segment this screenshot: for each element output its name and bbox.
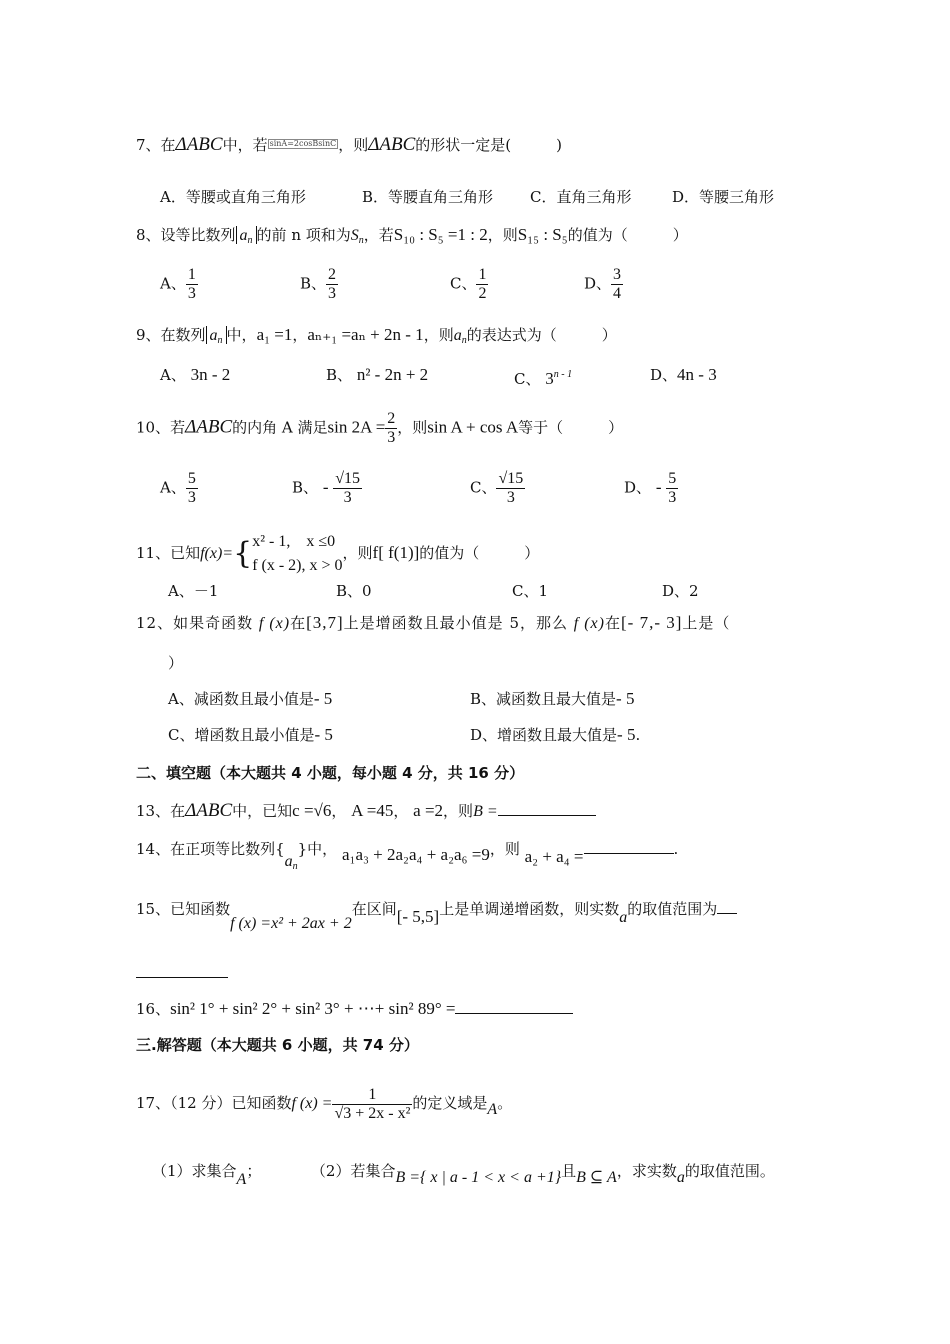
q10-option-d [624, 470, 678, 507]
option-label: A、 [160, 366, 186, 384]
denominator: 3 [187, 285, 196, 302]
minus-sign: - [655, 477, 662, 497]
function-definition: f (x) =x² + 2ax + 2 [230, 915, 352, 932]
option-text: B、0 [336, 582, 372, 600]
q10-text: 的内角 A 满足 [232, 418, 328, 437]
q12-continuation [168, 652, 183, 674]
given-angle-a: A =45 [351, 801, 394, 820]
option-text: D、增函数且最大值是 [470, 726, 618, 744]
option-value: 3n - 2 [190, 365, 231, 384]
option-value: - 5 [314, 725, 333, 744]
a-n: a [284, 853, 293, 870]
fraction [496, 470, 525, 507]
option-label: D、 [624, 478, 652, 497]
q7-option-c [530, 186, 631, 208]
q13-text: 13、在 [136, 802, 186, 820]
comma: ， [331, 802, 347, 820]
function-f: f(x)= [200, 545, 234, 562]
fraction [385, 410, 397, 447]
q12-option-b [470, 688, 634, 710]
q11-option-a [168, 580, 218, 602]
option-text: D．等腰三角形 [672, 188, 775, 206]
question-16 [136, 998, 573, 1020]
q11-option-d [662, 580, 699, 602]
option-text: D、2 [662, 582, 699, 600]
subscript: n [461, 335, 467, 346]
q9-text: 9、在数列 [136, 326, 206, 344]
variable-a: a [619, 909, 628, 926]
part-2-text: （2）若集合 [310, 1162, 396, 1180]
q8-text: 的值为（ ） [567, 226, 688, 244]
subset-condition: B ⊆ A [576, 1169, 617, 1186]
q8-text: ，若 [363, 226, 394, 244]
q15-text: 15、已知函数 [136, 900, 231, 918]
set-a: A [487, 1101, 498, 1118]
q10-text: 10、若 [136, 418, 186, 437]
option-base: 3 [545, 369, 554, 388]
comma: ， [393, 802, 409, 820]
q8-option-b [300, 266, 338, 303]
q10-text: 等于（ ） [518, 418, 624, 437]
q9-text: 中， [226, 326, 257, 344]
q14-text: }中， [297, 840, 338, 858]
q7-question-tail: 的形状一定是( ) [415, 136, 562, 154]
q8-text: ，则 [487, 226, 518, 244]
question-11 [136, 530, 539, 578]
condition-formula-image: sinA=2cosBsinC [269, 139, 337, 148]
ask-b: B = [473, 803, 498, 820]
numerator: √15 [335, 470, 361, 487]
piecewise-cases [252, 530, 342, 578]
option-text: A．等腰或直角三角形 [160, 188, 306, 206]
subscript: n [217, 335, 223, 346]
q8-text: 的前 n 项和为 [256, 226, 351, 244]
option-label: B、 [300, 274, 327, 293]
function-f: f (x) = [291, 1095, 333, 1112]
numerator: 5 [668, 470, 677, 487]
denominator: √3 + 2x - x² [334, 1105, 411, 1122]
denominator: 3 [187, 489, 196, 506]
close-paren: ） [168, 654, 184, 672]
q7-option-a [160, 186, 306, 208]
option-value: - 5 [616, 689, 635, 708]
ratio-ask: S₁₅ : S₅ [517, 225, 568, 244]
function-f: f (x) [573, 615, 605, 632]
ask-expression: a₂ + a₄ = [524, 847, 584, 866]
option-label: D、 [584, 274, 612, 293]
option-text: B、减函数且最大值是 [470, 690, 617, 708]
q12-text: 在 [604, 614, 621, 632]
option-label: D、 [650, 366, 678, 384]
q13-text: 中，已知 [232, 802, 293, 820]
fraction [186, 470, 198, 507]
q8-option-a [160, 266, 198, 303]
denominator: 2 [478, 285, 487, 302]
interval: [- 5,5] [396, 907, 440, 926]
fraction [186, 266, 198, 303]
a-n: a [453, 327, 462, 344]
exponent: n - 1 [553, 369, 573, 380]
q15-continuation-blank [136, 962, 228, 984]
numerator: 1 [478, 266, 487, 283]
part-2-text: 且 [561, 1162, 577, 1180]
q10-option-c [470, 470, 525, 507]
triangle-abc: ΔABC [368, 134, 416, 155]
question-8 [136, 224, 688, 252]
option-label: A、 [160, 478, 186, 497]
triangle-abc: ΔABC [185, 416, 233, 438]
option-label: C、 [450, 274, 477, 293]
triangle-abc: ΔABC [185, 800, 233, 821]
q15-text: 上是单调递增函数，则实数 [439, 900, 620, 918]
denominator: 3 [668, 489, 677, 506]
q8-option-c [450, 266, 488, 303]
q10-option-b [292, 470, 362, 507]
q10-option-a [160, 470, 198, 507]
denominator: 3 [387, 429, 396, 446]
q12-text: 12、如果奇函数 [136, 614, 254, 632]
option-text: A、－1 [168, 582, 219, 600]
given-c: c =√6 [292, 801, 332, 820]
section-3-heading: 三.解答题（本大题共 6 小题，共 74 分） [136, 1036, 419, 1054]
option-value: 4n - 3 [677, 365, 717, 384]
q17-parts [152, 1160, 775, 1191]
q9-option-b [326, 364, 428, 386]
option-text: C．直角三角形 [530, 188, 632, 206]
left-brace: { [275, 840, 285, 858]
answer-blank[interactable] [455, 999, 573, 1014]
q11-text: 的值为（ ） [419, 544, 540, 562]
ratio-condition: S₁₀ : S₅ =1 : 2 [393, 225, 488, 244]
period: . [673, 840, 679, 858]
subscript: n [358, 235, 364, 246]
q7-option-d [672, 186, 774, 208]
denominator: 3 [333, 488, 362, 507]
q12-option-c [168, 724, 333, 746]
numerator: 3 [613, 266, 622, 283]
numerator: 2 [328, 266, 337, 283]
equation-left: sin 2A = [327, 417, 386, 437]
q9-text: ，则 [423, 326, 454, 344]
q9-text: 的表达式为（ ） [466, 326, 617, 344]
semicolon: ； [246, 1162, 262, 1180]
q7-option-b [362, 186, 493, 208]
case-2: f (x - 2), x > 0 [252, 557, 343, 574]
variable-a: a [676, 1169, 685, 1186]
s-n: S [350, 227, 359, 244]
condition-equation: a₁a₃ + 2a₂a₄ + a₂a₆ =9 [341, 845, 490, 864]
q14-text: ，则 [489, 840, 520, 858]
q13-text: ，则 [443, 802, 474, 820]
left-brace: { [233, 536, 253, 571]
denominator: 3 [496, 488, 525, 507]
q10-text: ，则 [397, 418, 428, 437]
question-17 [136, 1086, 512, 1123]
question-15 [136, 898, 737, 935]
question-7 [136, 134, 562, 156]
numerator: 1 [368, 1086, 377, 1103]
q12-option-a [168, 688, 332, 710]
expression: sin A + cos A [427, 417, 519, 437]
fraction [476, 266, 488, 303]
option-label: B、 [292, 478, 319, 497]
part-2-text: ，求实数 [616, 1162, 677, 1180]
sequence-braces [206, 326, 227, 344]
option-label: A、 [160, 274, 186, 293]
q11-text: ，则 [342, 544, 373, 562]
q9-option-d [650, 364, 717, 386]
q11-text: 11、已知 [136, 544, 201, 562]
answer-blank[interactable] [136, 963, 228, 978]
option-label: C、 [514, 370, 541, 388]
q7-number: 7、在 [136, 136, 176, 154]
minus-sign: - [322, 477, 329, 497]
initial-condition: a₁ =1 [256, 325, 293, 344]
q17-text: 的定义域是 [412, 1094, 488, 1112]
option-text: C、增函数且最小值是 [168, 726, 315, 744]
q11-option-b [336, 580, 372, 602]
question-12 [136, 612, 730, 635]
question-13 [136, 800, 596, 823]
composite-f: f[ f(1)] [372, 543, 420, 562]
section-2-heading: 二、填空题（本大题共 4 小题，每小题 4 分，共 16 分） [136, 764, 525, 782]
answer-blank[interactable] [717, 899, 737, 914]
q9-option-c [514, 364, 572, 390]
q7-text-then: ，则 [338, 136, 369, 154]
fraction [332, 1086, 412, 1123]
fraction [333, 470, 362, 507]
fraction [666, 470, 678, 507]
interval: [3,7] [306, 613, 344, 632]
q9-option-a [160, 364, 230, 386]
numerator: 1 [187, 266, 196, 283]
set-a: A [236, 1171, 247, 1188]
question-14 [136, 838, 678, 878]
q12-text: 在 [290, 614, 307, 632]
option-value: - 5 [313, 689, 333, 708]
question-9 [136, 324, 617, 352]
interval: [- 7,- 3] [621, 613, 683, 632]
denominator: 3 [328, 285, 337, 302]
given-a: a =2 [413, 801, 444, 820]
subscript: n [247, 235, 253, 246]
function-f: f (x) [258, 615, 291, 632]
q11-option-c [512, 580, 548, 602]
set-b-definition: B ={ x | a - 1 < x < a +1} [395, 1169, 562, 1186]
fraction [326, 266, 338, 303]
period: 。 [497, 1094, 513, 1112]
q7-text: 中，若 [222, 136, 268, 154]
q15-text: 的取值范围为 [627, 900, 718, 918]
q14-text: 14、在正项等比数列 [136, 840, 276, 858]
option-text: B．等腰直角三角形 [362, 188, 494, 206]
option-value: n² - 2n + 2 [356, 365, 429, 384]
comma: ， [292, 326, 308, 344]
fraction [611, 266, 623, 303]
numerator: √15 [498, 470, 524, 487]
option-label: C、 [470, 478, 497, 497]
case-1: x² - 1, x ≤0 [252, 533, 336, 550]
q15-text: 在区间 [351, 900, 397, 918]
numerator: 5 [187, 470, 196, 487]
sequence-braces [236, 226, 257, 244]
triangle-abc: ΔABC [175, 134, 223, 155]
part-1-text: （1）求集合 [152, 1162, 237, 1180]
sum-expression: sin² 1° + sin² 2° + sin² 3° + ⋯+ sin² 89° = [170, 999, 456, 1018]
q17-text: 17、（12 分）已知函数 [136, 1094, 292, 1112]
a-n: a [209, 327, 218, 344]
q8-text: 8、设等比数列 [136, 226, 236, 244]
option-text: C、1 [512, 582, 549, 600]
q12-text: 上是（ [682, 614, 731, 632]
q12-option-d [470, 724, 640, 746]
a-n: a [239, 227, 248, 244]
numerator: 2 [387, 410, 396, 427]
option-value: - 5 [617, 725, 636, 744]
part-2-text: 的取值范围。 [684, 1162, 775, 1180]
question-10 [136, 410, 623, 447]
option-text: A、减函数且最小值是 [168, 690, 314, 708]
period: . [635, 726, 641, 744]
answer-blank[interactable] [584, 839, 674, 854]
option-label: B、 [326, 366, 353, 384]
subscript: n [292, 861, 298, 872]
denominator: 4 [613, 285, 622, 302]
q16-number: 16、 [136, 1000, 171, 1018]
q12-text: 上是增函数且最小值是 5，那么 [343, 614, 568, 632]
answer-blank[interactable] [498, 801, 596, 816]
q8-option-d [584, 266, 623, 303]
recurrence: aₙ₊₁ =aₙ + 2n - 1 [307, 325, 424, 344]
